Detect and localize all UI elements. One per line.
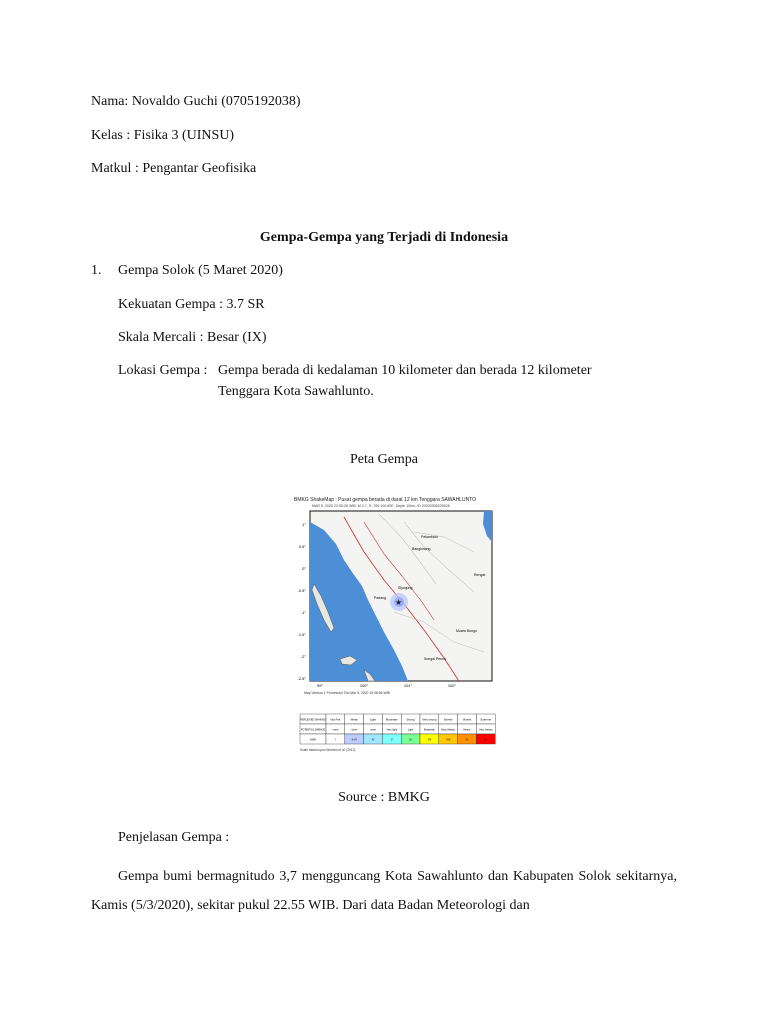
legend-damage: Moderate bbox=[423, 728, 435, 732]
lat-tick: 0° bbox=[302, 566, 306, 571]
student-class: Kelas : Fisika 3 (UINSU) bbox=[91, 128, 235, 143]
lat-tick: 0.5° bbox=[298, 544, 306, 549]
legend-header: Extreme bbox=[480, 717, 492, 722]
lon-tick: 100° bbox=[359, 683, 369, 688]
legend-damage: Light bbox=[407, 728, 414, 732]
legend-header: Very strong bbox=[422, 717, 437, 722]
legend-mmi: X+ bbox=[483, 737, 488, 742]
legend-row-label: POTENTIAL DAMAGE bbox=[300, 728, 326, 732]
legend-mmi: V bbox=[390, 737, 393, 742]
document-title: Gempa-Gempa yang Terjadi di Indonesia bbox=[259, 230, 509, 245]
city-label: Bangkinang bbox=[412, 547, 431, 551]
epicenter-star-icon: ★ bbox=[395, 598, 403, 607]
legend-header: Severe bbox=[443, 717, 453, 722]
location-line-1: Gempa berada di kedalaman 10 kilometer dan berada 12 kilometer bbox=[218, 363, 592, 378]
intensity-legend bbox=[300, 714, 495, 744]
lon-tick: 102° bbox=[447, 683, 457, 688]
legend-damage: Heavy bbox=[463, 728, 471, 732]
legend-damage: Very Heavy bbox=[479, 728, 493, 732]
location-line-2: Tenggara Kota Sawahlunto. bbox=[218, 384, 374, 399]
student-name: Nama: Novaldo Guchi (0705192038) bbox=[91, 94, 301, 109]
legend-damage: none bbox=[370, 728, 376, 732]
legend-header: Not Felt bbox=[330, 717, 341, 722]
city-label: Padang bbox=[374, 596, 387, 600]
city-label: Muara Bungo bbox=[456, 629, 478, 633]
lat-tick: 1° bbox=[302, 522, 306, 527]
lon-tick: 99° bbox=[316, 683, 324, 688]
lat-tick: -1.5° bbox=[297, 632, 306, 637]
explanation-heading: Penjelasan Gempa : bbox=[118, 830, 230, 845]
explanation-paragraph: Gempa bumi bermagnitudo 3,7 mengguncang Kota Sawahlunto dan Kabupaten Solok sekitarnya, Kamis (5/3/2020), sekitar pukul 22.55 WIB. Dari data Badan Meteorologi dan bbox=[91, 869, 677, 913]
map-footer: Map Version 1 Processed Thu Mar 5, 2020 10:48:56 WIB bbox=[304, 691, 390, 695]
lat-tick: -0.5° bbox=[297, 588, 306, 593]
legend-mmi: VIII bbox=[445, 737, 451, 742]
item-number: 1. bbox=[91, 263, 102, 278]
legend-damage: Very light bbox=[386, 728, 398, 732]
legend-mmi: IX bbox=[465, 737, 469, 742]
location-label: Lokasi Gempa : bbox=[118, 363, 208, 378]
lat-tick: -2.5° bbox=[297, 676, 306, 681]
earthquake-strength: Kekuatan Gempa : 3.7 SR bbox=[118, 297, 265, 312]
legend-mmi: VII bbox=[427, 737, 432, 742]
legend-mmi: IV bbox=[371, 737, 375, 742]
map-title: BMKG ShakeMap : Pusat gempa berada di darat 12 km Tenggara SAWAHLUNTO bbox=[294, 497, 477, 503]
image-source: Source : BMKG bbox=[338, 790, 430, 805]
lat-tick: -2° bbox=[300, 654, 306, 659]
mercalli-scale: Skala Mercali : Besar (IX) bbox=[118, 330, 267, 345]
lat-tick: -1° bbox=[300, 610, 306, 615]
legend-header: Moderate bbox=[385, 717, 398, 722]
legend-header: Strong bbox=[406, 717, 415, 722]
shakemap-graphic bbox=[284, 492, 510, 767]
legend-header: Violent bbox=[462, 717, 472, 722]
city-label: Pekanbaru bbox=[421, 535, 438, 539]
lon-tick: 101° bbox=[403, 683, 413, 688]
legend-mmi: I bbox=[334, 737, 336, 742]
legend-row-label: PERCEIVED SHAKING bbox=[300, 718, 326, 722]
legend-header: Weak bbox=[350, 717, 358, 722]
legend-damage: none bbox=[351, 728, 358, 732]
item-heading: Gempa Solok (5 Maret 2020) bbox=[118, 263, 283, 278]
map-subtitle: MAR 5, 2020 22:55:28 WIB, M 3.7, S -769 100.80E, Depth 10km, ID 20200305225528 bbox=[312, 504, 450, 508]
legend-header: Light bbox=[369, 717, 377, 722]
legend-damage: none bbox=[332, 728, 339, 732]
scale-note: Scale based upon Worden et al. (2012) bbox=[300, 748, 356, 752]
city-label: Rengat bbox=[474, 573, 486, 577]
legend-damage: Mod./Heavy bbox=[441, 728, 456, 732]
legend-row-label: MMI bbox=[310, 737, 316, 742]
legend-mmi: VI bbox=[409, 737, 413, 742]
course-name: Matkul : Pengantar Geofisika bbox=[91, 161, 257, 176]
legend-mmi: II-III bbox=[351, 737, 357, 742]
city-label: Sungai Penuh bbox=[424, 657, 446, 661]
city-label: Sijunjung bbox=[398, 586, 413, 590]
shakemap-figure bbox=[284, 492, 510, 767]
figure-caption: Peta Gempa bbox=[349, 452, 419, 467]
